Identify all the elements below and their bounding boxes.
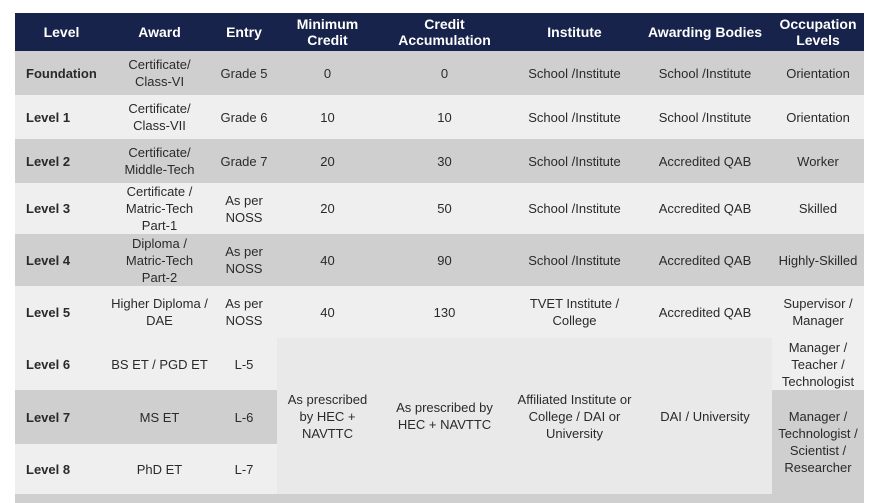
table-row (15, 286, 864, 338)
institute-cell: School /Institute (511, 183, 638, 234)
credit-acc-cell: 10 (378, 95, 511, 139)
level-cell: Level 3 (15, 183, 108, 234)
header-row (15, 13, 864, 51)
header-awarding-bodies: Awarding Bodies (638, 13, 772, 51)
entry-cell: L-7 (211, 444, 277, 494)
header-credit-accumulation: Credit Accumulation (378, 13, 511, 51)
occupation-cell: Orientation (772, 95, 864, 139)
awarding-cell: Accredited QAB (638, 139, 772, 183)
occupation-cell: Manager / Teacher / Technologist (772, 338, 864, 390)
level-cell: Level 5 (15, 286, 108, 338)
institute-cell: School /Institute (511, 51, 638, 95)
awarding-cell: Accredited QAB (638, 183, 772, 234)
awarding-merged-cell: DAI / University (638, 338, 772, 494)
qualifications-framework-table-container (15, 13, 864, 503)
award-cell: Certificate/ Class-VI (108, 51, 211, 95)
level-cell: Level 8 (15, 444, 108, 494)
award-cell: Higher Diploma / DAE (108, 286, 211, 338)
level-cell: Foundation (15, 51, 108, 95)
award-cell: PhD ET (108, 444, 211, 494)
occupation-cell: Supervisor / Manager (772, 286, 864, 338)
header-level: Level (15, 13, 108, 51)
credit-acc-merged-cell: As prescribed by HEC + NAVTTC (378, 338, 511, 494)
award-cell: Certificate/ Middle-Tech (108, 139, 211, 183)
award-cell: Diploma / Matric-Tech Part-2 (108, 234, 211, 286)
table-row (15, 139, 864, 183)
awarding-cell: School /Institute (638, 51, 772, 95)
award-cell: MS ET (108, 390, 211, 444)
qualifications-framework-table (15, 13, 864, 494)
credit-acc-cell: 130 (378, 286, 511, 338)
min-credit-cell: 40 (277, 234, 378, 286)
occupation-cell: Skilled (772, 183, 864, 234)
header-entry: Entry (211, 13, 277, 51)
institute-cell: School /Institute (511, 95, 638, 139)
occupation-merged-cell: Manager / Technologist / Scientist / Researcher (772, 390, 864, 494)
level-cell: Level 7 (15, 390, 108, 444)
entry-cell: Grade 6 (211, 95, 277, 139)
entry-cell: L-5 (211, 338, 277, 390)
level-cell: Level 1 (15, 95, 108, 139)
min-credit-merged-cell: As prescribed by HEC + NAVTTC (277, 338, 378, 494)
header-award: Award (108, 13, 211, 51)
min-credit-cell: 20 (277, 139, 378, 183)
occupation-cell: Highly-Skilled (772, 234, 864, 286)
awarding-cell: School /Institute (638, 95, 772, 139)
table-row (15, 95, 864, 139)
institute-cell: School /Institute (511, 234, 638, 286)
occupation-cell: Worker (772, 139, 864, 183)
entry-cell: As per NOSS (211, 183, 277, 234)
credit-acc-cell: 90 (378, 234, 511, 286)
occupation-cell: Orientation (772, 51, 864, 95)
header-institute: Institute (511, 13, 638, 51)
institute-cell: TVET Institute / College (511, 286, 638, 338)
table-row (15, 183, 864, 234)
credit-acc-cell: 0 (378, 51, 511, 95)
awarding-cell: Accredited QAB (638, 286, 772, 338)
table-row (15, 234, 864, 286)
entry-cell: L-6 (211, 390, 277, 444)
level-cell: Level 2 (15, 139, 108, 183)
award-cell: Certificate/ Class-VII (108, 95, 211, 139)
entry-cell: Grade 5 (211, 51, 277, 95)
entry-cell: As per NOSS (211, 286, 277, 338)
entry-cell: As per NOSS (211, 234, 277, 286)
table-row (15, 51, 864, 95)
credit-acc-cell: 50 (378, 183, 511, 234)
institute-cell: School /Institute (511, 139, 638, 183)
table-row (15, 338, 864, 390)
min-credit-cell: 20 (277, 183, 378, 234)
level-cell: Level 4 (15, 234, 108, 286)
min-credit-cell: 10 (277, 95, 378, 139)
min-credit-cell: 40 (277, 286, 378, 338)
award-cell: Certificate / Matric-Tech Part-1 (108, 183, 211, 234)
table-footer-bar (15, 494, 864, 503)
header-minimum-credit: Minimum Credit (277, 13, 378, 51)
awarding-cell: Accredited QAB (638, 234, 772, 286)
header-occupation-levels: Occupation Levels (772, 13, 864, 51)
institute-merged-cell: Affiliated Institute or College / DAI or University (511, 338, 638, 494)
entry-cell: Grade 7 (211, 139, 277, 183)
award-cell: BS ET / PGD ET (108, 338, 211, 390)
credit-acc-cell: 30 (378, 139, 511, 183)
level-cell: Level 6 (15, 338, 108, 390)
min-credit-cell: 0 (277, 51, 378, 95)
